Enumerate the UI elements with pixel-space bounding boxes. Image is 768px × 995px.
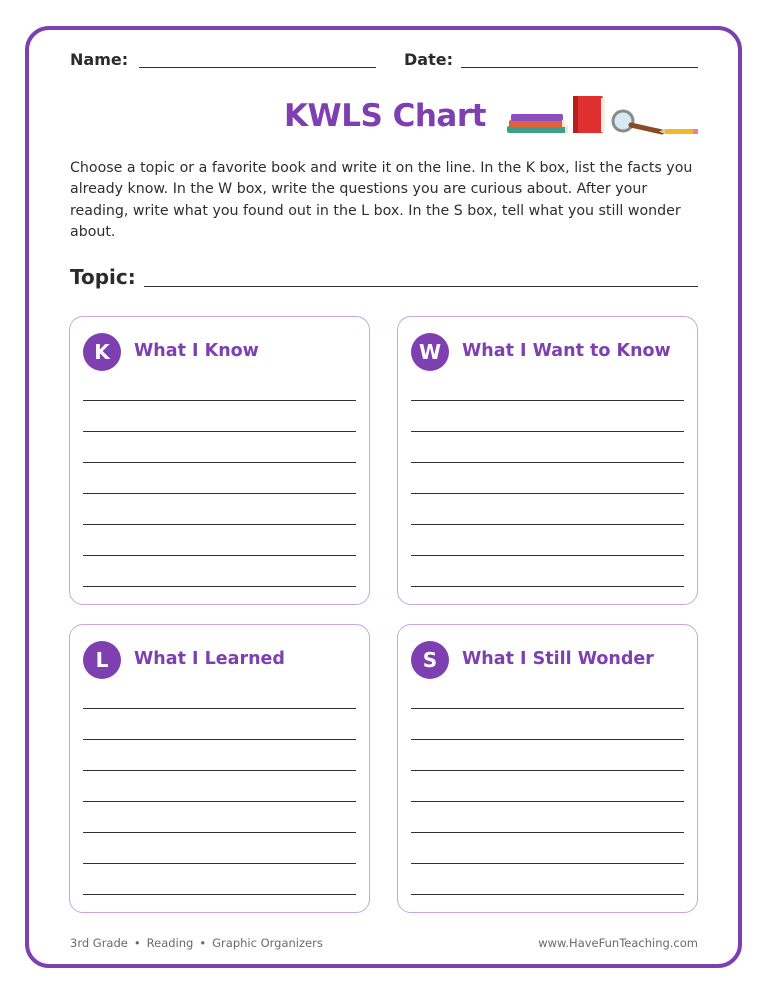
- stacked-books-icon: [507, 114, 568, 133]
- writing-line[interactable]: [411, 493, 684, 494]
- writing-line[interactable]: [83, 555, 356, 556]
- footer-separator: •: [199, 936, 207, 950]
- writing-line[interactable]: [83, 894, 356, 895]
- books-illustration: [505, 92, 700, 138]
- topic-label: Topic:: [70, 265, 136, 289]
- footer-tag-subject: Reading: [146, 936, 194, 950]
- name-field-line[interactable]: [139, 67, 376, 68]
- writing-line[interactable]: [411, 400, 684, 401]
- writing-line[interactable]: [83, 524, 356, 525]
- instructions-text: Choose a topic or a favorite book and write it on the line. In the K box, list the facts you already know. In the W box, write the questions you are curious about. After your reading, write what you found out in the L box. In the S box, tell what you still wonder about.: [70, 160, 693, 240]
- footer-website[interactable]: www.HaveFunTeaching.com: [538, 936, 698, 950]
- red-book-icon: [573, 96, 605, 133]
- want-to-know-heading: What I Want to Know: [462, 341, 671, 361]
- magnifying-glass-icon: [613, 111, 662, 132]
- footer-tag-category: Graphic Organizers: [212, 936, 323, 950]
- writing-line[interactable]: [83, 863, 356, 864]
- know-box: [69, 316, 370, 605]
- writing-line[interactable]: [411, 431, 684, 432]
- page-title: KWLS Chart: [284, 98, 486, 134]
- writing-line[interactable]: [411, 832, 684, 833]
- date-label: Date:: [404, 50, 453, 69]
- writing-line[interactable]: [83, 462, 356, 463]
- writing-line[interactable]: [411, 524, 684, 525]
- writing-line[interactable]: [83, 739, 356, 740]
- footer-tag-grade: 3rd Grade: [70, 936, 128, 950]
- writing-line[interactable]: [411, 863, 684, 864]
- l-badge: L: [83, 641, 121, 679]
- writing-line[interactable]: [83, 493, 356, 494]
- name-label: Name:: [70, 50, 129, 69]
- still-wonder-heading: What I Still Wonder: [462, 649, 654, 669]
- pencil-icon: [659, 129, 698, 134]
- writing-line[interactable]: [83, 832, 356, 833]
- writing-line[interactable]: [411, 708, 684, 709]
- w-badge: W: [411, 333, 449, 371]
- writing-line[interactable]: [83, 801, 356, 802]
- writing-line[interactable]: [411, 555, 684, 556]
- writing-line[interactable]: [83, 770, 356, 771]
- writing-line[interactable]: [411, 462, 684, 463]
- topic-field-line[interactable]: [144, 286, 698, 287]
- writing-line[interactable]: [83, 708, 356, 709]
- learned-box: [69, 624, 370, 913]
- still-wonder-box: [397, 624, 698, 913]
- writing-line[interactable]: [411, 894, 684, 895]
- s-badge: S: [411, 641, 449, 679]
- learned-heading: What I Learned: [134, 649, 285, 669]
- k-badge: K: [83, 333, 121, 371]
- writing-line[interactable]: [411, 739, 684, 740]
- writing-line[interactable]: [83, 431, 356, 432]
- writing-line[interactable]: [411, 801, 684, 802]
- footer-tags: [70, 936, 323, 950]
- know-heading: What I Know: [134, 341, 259, 361]
- writing-line[interactable]: [411, 586, 684, 587]
- writing-line[interactable]: [83, 586, 356, 587]
- writing-line[interactable]: [411, 770, 684, 771]
- footer-separator: •: [133, 936, 141, 950]
- date-field-line[interactable]: [461, 67, 698, 68]
- want-to-know-box: [397, 316, 698, 605]
- writing-line[interactable]: [83, 400, 356, 401]
